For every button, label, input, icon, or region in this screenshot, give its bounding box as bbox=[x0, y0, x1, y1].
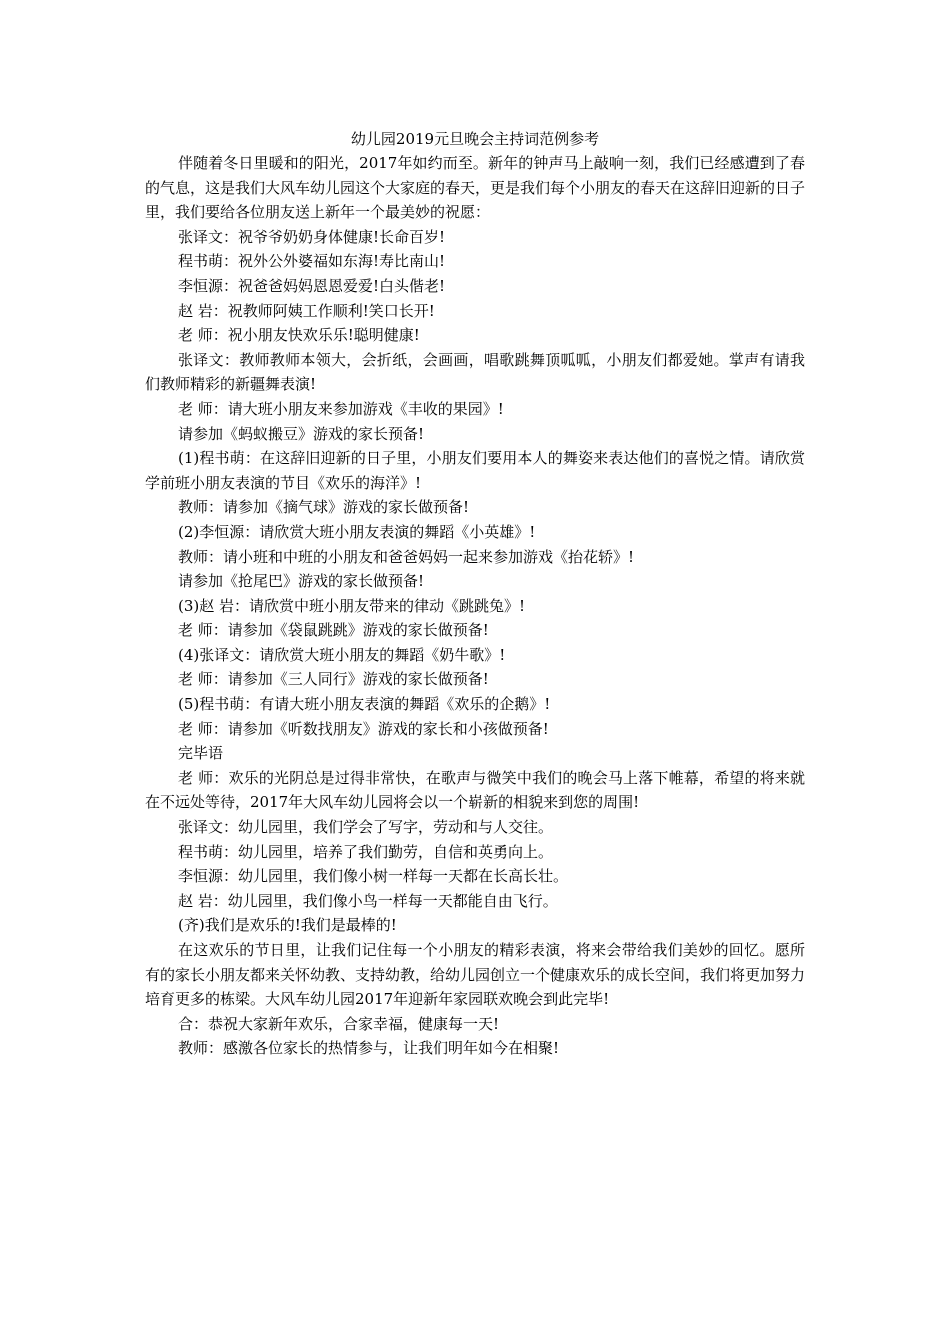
paragraph: 教师：请小班和中班的小朋友和爸爸妈妈一起来参加游戏《抬花轿》! bbox=[178, 547, 635, 566]
paragraph: 李恒源：幼儿园里，我们像小树一样每一天都在长高长壮。 bbox=[178, 867, 569, 886]
paragraph: 教师：感激各位家长的热情参与，让我们明年如今在相聚! bbox=[178, 1039, 560, 1058]
paragraph: (齐)我们是欢乐的!我们是最棒的! bbox=[178, 916, 397, 935]
paragraph: 老 师：欢乐的光阴总是过得非常快，在歌声与微笑中我们的晚会马上落下帷幕，希望的将来就在不远处等待，2017年大风车幼儿园将会以一个崭新的相貌来到您的周围! bbox=[145, 768, 805, 812]
paragraph: 赵 岩：幼儿园里，我们像小鸟一样每一天都能自由飞行。 bbox=[178, 891, 558, 910]
paragraph: 张译文：祝爷爷奶奶身体健康!长命百岁! bbox=[178, 227, 446, 246]
paragraph: 张译文：幼儿园里，我们学会了写字，劳动和与人交往。 bbox=[178, 818, 554, 837]
paragraph: 老 师：请参加《袋鼠跳跳》游戏的家长做预备! bbox=[178, 621, 489, 640]
document-title: 幼儿园2019元旦晚会主持词范例参考 bbox=[350, 130, 600, 148]
paragraph: 程书萌：祝外公外婆福如东海!寿比南山! bbox=[178, 252, 446, 271]
document-page bbox=[145, 127, 805, 1061]
paragraph: 老 师：请参加《三人同行》游戏的家长做预备! bbox=[178, 670, 489, 689]
paragraph: (4)张译文：请欣赏大班小朋友的舞蹈《奶牛歌》! bbox=[178, 645, 506, 664]
paragraph: 老 师：请大班小朋友来参加游戏《丰收的果园》! bbox=[178, 399, 504, 418]
paragraph: (1)程书萌：在这辞旧迎新的日子里，小朋友们要用本人的舞姿来表达他们的喜悦之情。请欣赏学前班小朋友表演的节目《欢乐的海洋》! bbox=[145, 449, 805, 492]
document-body bbox=[145, 151, 805, 1061]
paragraph: 合：恭祝大家新年欢乐，合家幸福，健康每一天! bbox=[178, 1014, 500, 1033]
paragraph: 伴随着冬日里暖和的阳光，2017年如约而至。新年的钟声马上敲响一刻，我们已经感遭到了春的气息，这是我们大风车幼儿园这个大家庭的春天，更是我们每个小朋友的春天在这辞旧迎新的日子里，我们要给各位朋友送上新年一个最美妙的祝愿： bbox=[145, 154, 806, 222]
paragraph: 请参加《蚂蚁搬豆》游戏的家长预备! bbox=[178, 424, 425, 443]
paragraph: 张译文：教师教师本领大，会折纸，会画画，唱歌跳舞顶呱呱，小朋友们都爱她。掌声有请我们教师精彩的新疆舞表演! bbox=[145, 350, 805, 394]
paragraph: 赵 岩：祝教师阿姨工作顺利!笑口长开! bbox=[178, 301, 435, 320]
paragraph: 在这欢乐的节日里，让我们记住每一个小朋友的精彩表演，将来会带给我们美妙的回忆。愿所有的家长小朋友都来关怀幼教、支持幼教，给幼儿园创立一个健康欢乐的成长空间，我们将更加努力培育更多的栋梁。大风车幼儿园2017年迎新年家园联欢晚会到此完毕! bbox=[145, 941, 806, 1009]
paragraph: (5)程书萌：有请大班小朋友表演的舞蹈《欢乐的企鹅》! bbox=[178, 695, 551, 714]
paragraph: 李恒源：祝爸爸妈妈恩恩爱爱!白头偕老! bbox=[178, 276, 446, 295]
paragraph: 请参加《抢尾巴》游戏的家长做预备! bbox=[178, 572, 425, 591]
paragraph: 程书萌：幼儿园里，培养了我们勤劳，自信和英勇向上。 bbox=[178, 842, 554, 861]
paragraph: (2)李恒源：请欣赏大班小朋友表演的舞蹈《小英雄》! bbox=[178, 522, 536, 541]
section-heading: 完毕语 bbox=[178, 744, 224, 763]
paragraph: 教师：请参加《摘气球》游戏的家长做预备! bbox=[178, 498, 470, 517]
paragraph: 老 师：祝小朋友快欢乐乐!聪明健康! bbox=[178, 326, 420, 345]
paragraph: 老 师：请参加《听数找朋友》游戏的家长和小孩做预备! bbox=[178, 719, 549, 738]
paragraph: (3)赵 岩：请欣赏中班小朋友带来的律动《跳跳兔》! bbox=[178, 596, 526, 615]
